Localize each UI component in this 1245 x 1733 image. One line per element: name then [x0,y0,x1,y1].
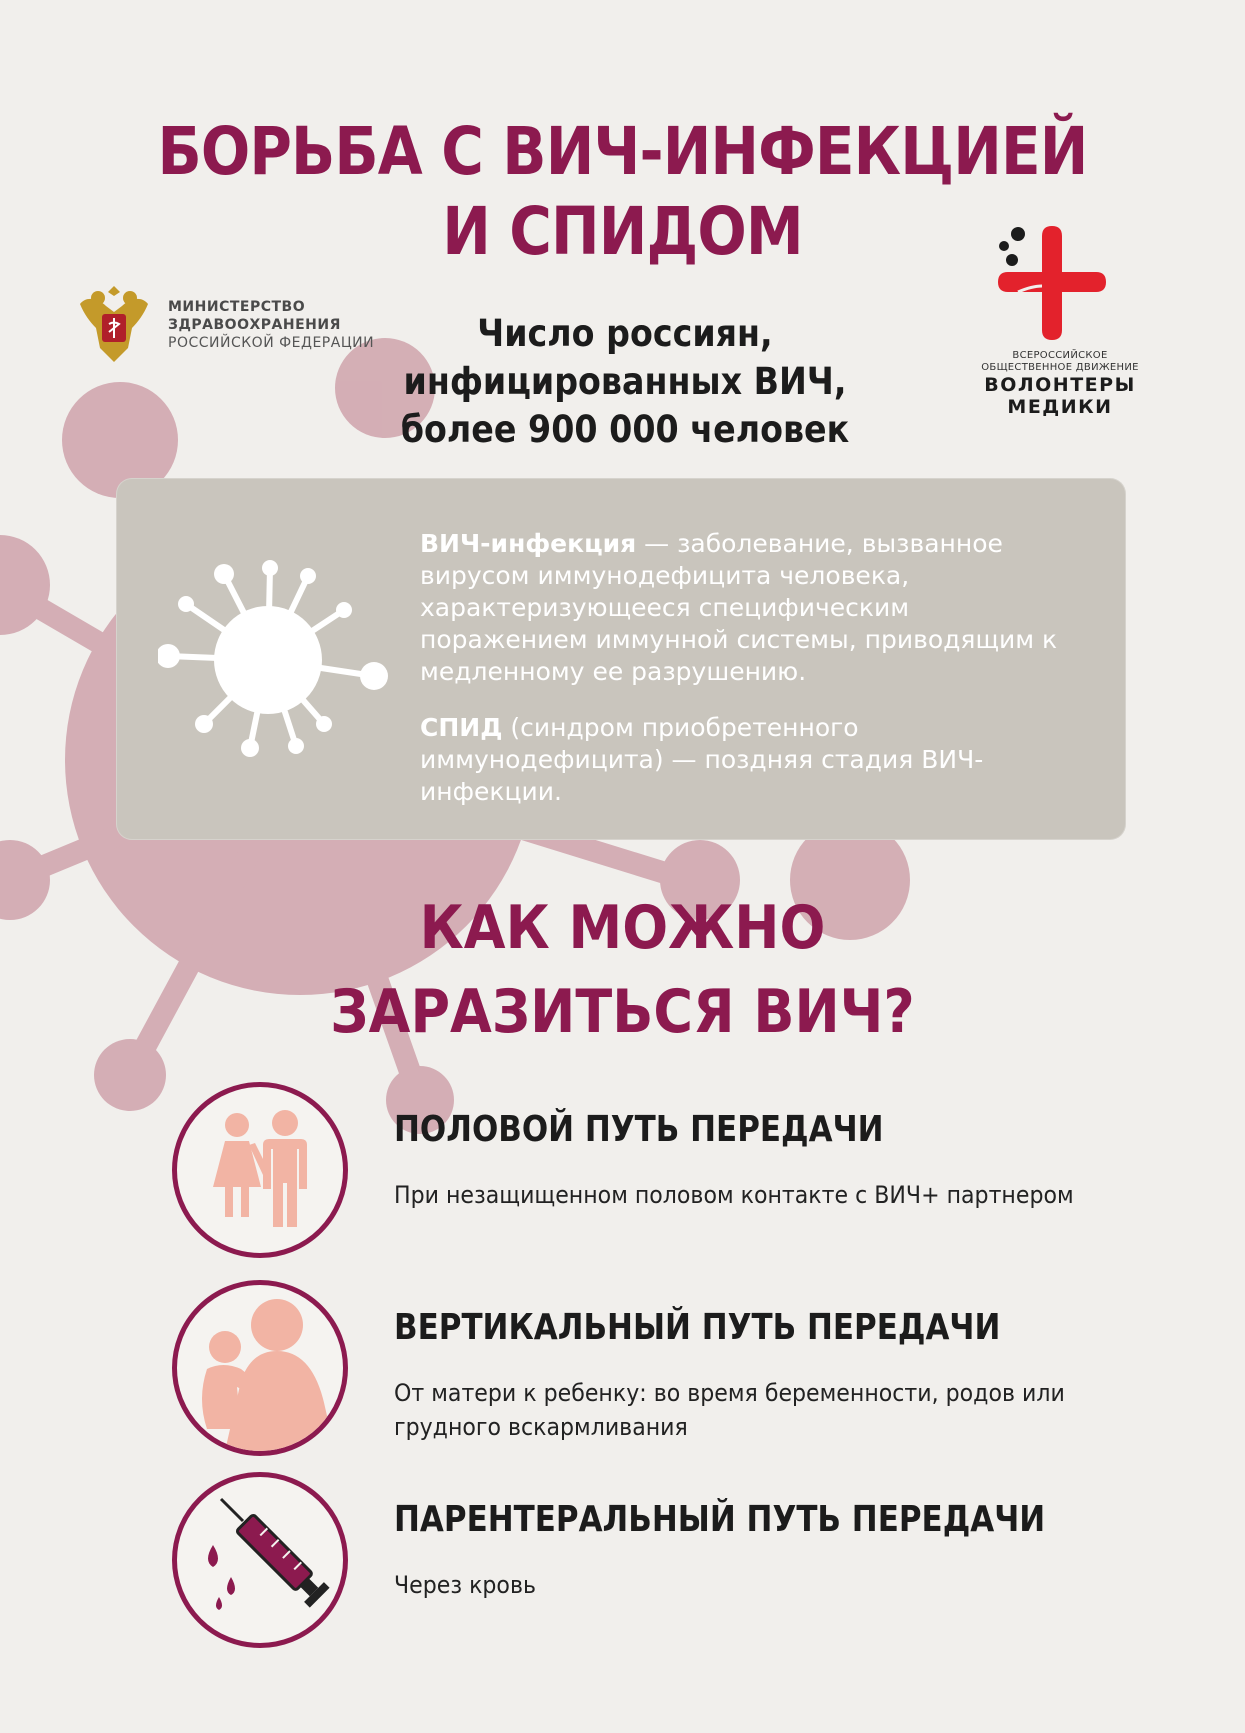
hiv-description: — заболевание, вызванное вирусом иммунодефицита человека, характеризующееся специфическим поражением иммунной системы, приводящим к медленному ее разрушению. [420,529,1058,686]
volunteers-subtitle-line-2: ОБЩЕСТВЕННОЕ ДВИЖЕНИЕ [981,362,1139,373]
stat-line-1: Число россиян, [477,312,773,355]
aids-description: (синдром приобретенного иммунодефицита) — поздняя стадия ВИЧ-инфекции. [420,713,984,806]
title-line-2: И СПИДОМ [442,193,803,270]
route-description: От матери к ребенку: во время беременности, родов или грудного вскармливания [394,1379,1065,1441]
route-title: ВЕРТИКАЛЬНЫЙ ПУТЬ ПЕРЕДАЧИ [394,1307,1001,1348]
aids-definition [420,712,1080,808]
volunteers-medics-logo [980,222,1160,422]
ministry-line-2: ЗДРАВООХРАНЕНИЯ [168,317,341,333]
ministry-logo [72,276,412,372]
ministry-line-3: РОССИЙСКОЙ ФЕДЕРАЦИИ [168,335,375,351]
infected-count-statement [369,310,882,454]
route-description: При незащищенном половом контакте с ВИЧ+ партнером [394,1181,1074,1209]
stat-line-3: более 900 000 человек [400,408,850,451]
hiv-definition [420,528,1080,688]
route-sexual [172,1082,1232,1262]
route-icon-circle [172,1280,348,1456]
aids-term: СПИД [420,713,503,742]
mother-child-icon [177,1285,343,1451]
route-title: ПАРЕНТЕРАЛЬНЫЙ ПУТЬ ПЕРЕДАЧИ [394,1499,1046,1540]
volunteers-subtitle [980,350,1140,374]
volunteers-subtitle-line-1: ВСЕРОССИЙСКОЕ [1012,350,1108,361]
volunteers-name-line-1: ВОЛОНТЕРЫ [984,374,1136,396]
heading-line-1: КАК МОЖНО [419,893,826,963]
transmission-heading [62,886,1183,1054]
virus-icon [158,560,388,760]
double-headed-eagle-icon [72,276,156,368]
stat-line-2: инфицированных ВИЧ, [403,360,847,403]
route-title: ПОЛОВОЙ ПУТЬ ПЕРЕДАЧИ [394,1109,884,1150]
syringe-blood-icon [177,1477,343,1643]
red-cross-icon [990,222,1110,342]
volunteers-name [980,374,1140,418]
route-parenteral [172,1472,1232,1652]
heading-line-2: ЗАРАЗИТЬСЯ ВИЧ? [330,977,915,1047]
route-icon-circle [172,1082,348,1258]
volunteers-name-line-2: МЕДИКИ [1007,396,1113,418]
route-icon-circle [172,1472,348,1648]
hiv-term: ВИЧ-инфекция [420,529,637,558]
definitions-text [420,528,1080,832]
route-vertical [172,1280,1232,1460]
title-line-1: БОРЬБА С ВИЧ-ИНФЕКЦИЕЙ [157,113,1088,190]
route-description: Через кровь [394,1571,536,1599]
ministry-line-1: МИНИСТЕРСТВО [168,299,306,315]
couple-icon [177,1087,343,1253]
